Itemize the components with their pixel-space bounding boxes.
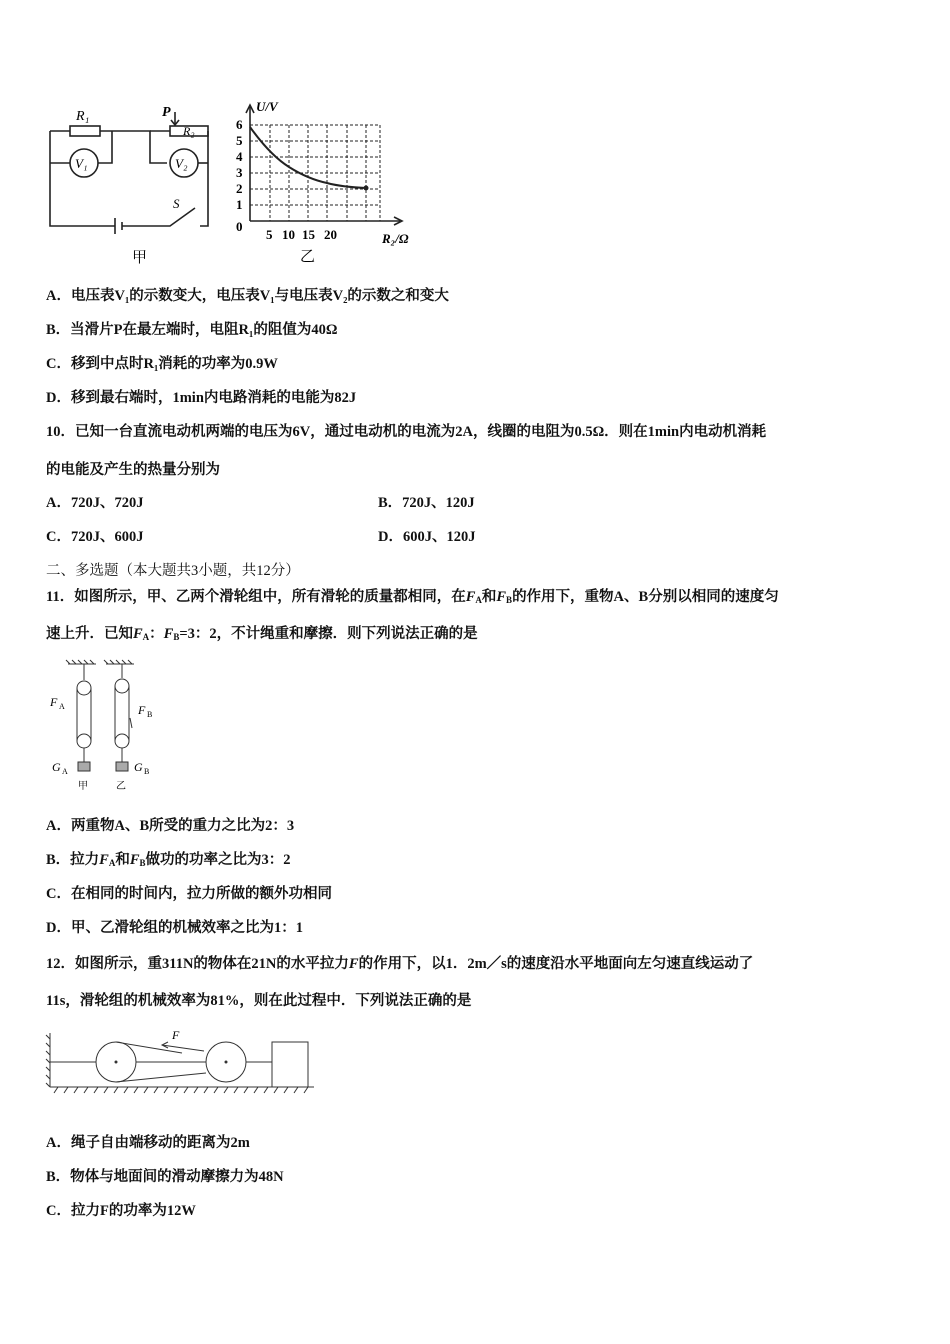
ytick-2: 2	[236, 181, 243, 196]
fig-fa-sub: A	[59, 702, 65, 711]
horizontal-pulley-figure	[44, 1025, 314, 1095]
q11-stem-line2	[46, 625, 478, 646]
q11-stem-text-1: 11．如图所示，甲、乙两个滑轮组中，所有滑轮的质量都相同，在	[46, 589, 466, 605]
q10-option-b: B．720J、120J	[378, 495, 475, 511]
q11-option-b-fa-sub: A	[108, 858, 116, 868]
q12-option-b: B．物体与地面间的滑动摩擦力为48N	[46, 1169, 284, 1185]
switch-label: S	[173, 196, 180, 211]
q11-option-c: C．在相同的时间内，拉力所做的额外功相同	[46, 886, 332, 902]
q11-stem-text-2: 的作用下，重物A、B分别以相同的速度匀	[512, 589, 779, 605]
fig-gb: G	[134, 760, 143, 774]
v1-label: V₁	[75, 156, 88, 171]
section-multiple-choice-header: 二、多选题（本大题共3小题，共12分）	[46, 563, 300, 579]
graph-xlabel: R₂/Ω	[382, 231, 409, 246]
fig-jia: 甲	[78, 781, 88, 792]
q11-fa-sub: A	[475, 595, 482, 605]
q12-f: F	[348, 956, 359, 972]
q11-fb-sub: B	[506, 595, 513, 605]
q11-fb-2: F	[163, 626, 174, 642]
q11-fa-sub-2: A	[142, 632, 150, 642]
q11-stem-text-3: 速上升．已知	[46, 626, 133, 642]
q12-stem-line2: 11s，滑轮组的机械效率为81%，则在此过程中．下列说法正确的是	[46, 993, 472, 1009]
q11-stem-text-4: =3：2，不计绳重和摩擦．则下列说法正确的是	[179, 626, 478, 642]
fig-gb-sub: B	[144, 767, 150, 776]
q9-option-a: A．电压表V₁的示数变大，电压表V₁与电压表V₂的示数之和变大	[46, 288, 449, 304]
q9-option-d: D．移到最右端时，1min内电路消耗的电能为82J	[46, 390, 357, 406]
xtick-10: 10	[282, 227, 295, 242]
q11-fa: F	[465, 589, 476, 605]
q11-fa-2: F	[133, 626, 143, 642]
q11-option-b-text-1: B．拉力	[46, 852, 100, 868]
q11-option-b-and: 和	[115, 852, 130, 868]
q10-stem-line2: 的电能及产生的热量分别为	[46, 462, 220, 478]
fig-fb-sub: B	[147, 710, 153, 719]
r2-label: R₂	[183, 124, 195, 138]
q12-fig-f: F	[172, 1028, 180, 1042]
ytick-4: 4	[236, 149, 243, 164]
q12-option-c: C．拉力F的功率为12W	[46, 1203, 196, 1219]
pulley-figure	[46, 658, 176, 798]
ytick-6: 6	[236, 117, 243, 132]
q11-colon: ：	[149, 626, 164, 642]
q11-option-b-text-2: 做功的功率之比为3：2	[145, 852, 291, 868]
graph-caption: 乙	[300, 249, 316, 265]
circuit-figure	[40, 98, 240, 268]
ytick-0: 0	[236, 219, 243, 234]
fig-yi: 乙	[116, 781, 126, 792]
q11-stem-line1	[46, 588, 779, 609]
q11-fb-sub-2: B	[173, 632, 180, 642]
q10-stem-line1: 10．已知一台直流电动机两端的电压为6V，通过电动机的电流为2A，线圈的电阻为0.5Ω．则在1min内电动机消耗	[46, 424, 767, 440]
q11-option-d: D．甲、乙滑轮组的机械效率之比为1：1	[46, 920, 303, 936]
voltage-graph	[230, 95, 420, 265]
q11-option-b-fa: F	[99, 852, 109, 868]
fig-ga: G	[52, 760, 61, 774]
q12-option-a: A．绳子自由端移动的距离为2m	[46, 1135, 250, 1151]
graph-ylabel: U/V	[256, 99, 278, 114]
p-label: P	[162, 105, 171, 120]
q11-fb: F	[496, 589, 507, 605]
xtick-15: 15	[302, 227, 315, 242]
q11-option-a: A．两重物A、B所受的重力之比为2：3	[46, 818, 295, 834]
ytick-1: 1	[236, 197, 243, 212]
r1-label: R₁	[76, 109, 90, 124]
v2-label: V₂	[175, 156, 188, 171]
q11-option-b-fb-sub: B	[139, 858, 146, 868]
q11-option-b-fb: F	[129, 852, 140, 868]
fig-fa: F	[50, 695, 58, 709]
circuit-caption: 甲	[132, 250, 148, 266]
xtick-20: 20	[324, 227, 337, 242]
q12-stem-text-2: 的作用下，以1．2m／s的速度沿水平地面向左匀速直线运动了	[358, 956, 754, 972]
q9-option-c: C．移到中点时R₁消耗的功率为0.9W	[46, 356, 278, 372]
q11-option-b	[46, 851, 291, 872]
ytick-5: 5	[236, 133, 243, 148]
q10-option-a: A．720J、720J	[46, 495, 144, 511]
fig-ga-sub: A	[62, 767, 68, 776]
q11-and: 和	[481, 589, 497, 605]
xtick-5: 5	[266, 227, 273, 242]
q12-stem-line1	[46, 955, 753, 973]
q12-stem-text-1: 12．如图所示，重311N的物体在21N的水平拉力	[46, 956, 349, 972]
q10-option-d: D．600J、120J	[378, 529, 476, 545]
q10-option-c: C．720J、600J	[46, 529, 144, 545]
q9-option-b: B．当滑片P在最左端时，电阻R₁的阻值为40Ω	[46, 322, 338, 338]
fig-fb: F	[138, 703, 146, 717]
ytick-3: 3	[236, 165, 243, 180]
